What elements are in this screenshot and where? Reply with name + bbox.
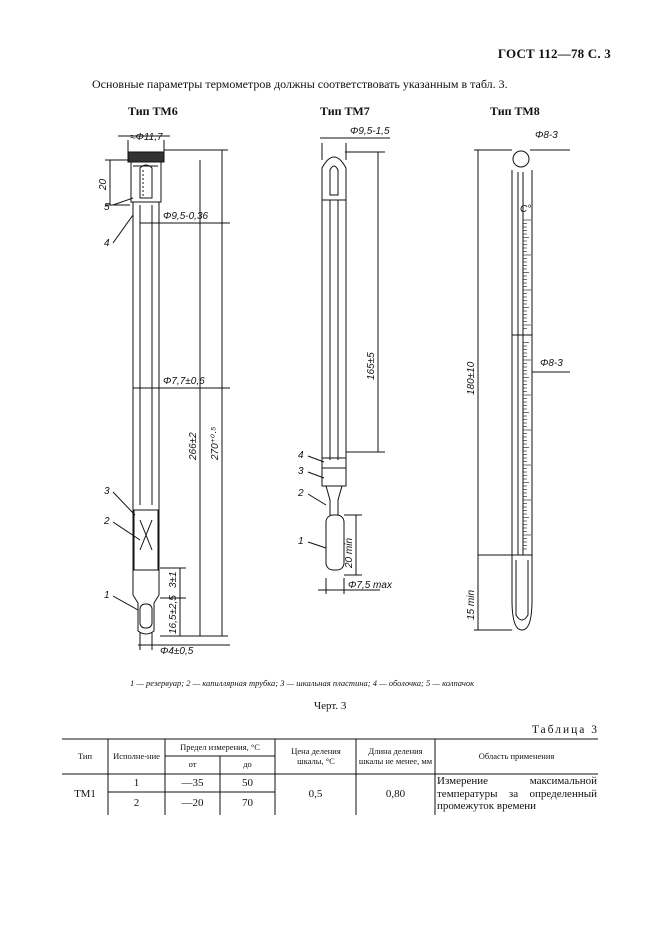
th-from: от (188, 759, 197, 770)
tm6-len1: 266±2 (188, 432, 199, 460)
cell-variant-1: 1 (133, 776, 140, 789)
th-length: Длина деления шкалы не менее, мм (358, 745, 433, 766)
tm8-h15: 15 min (466, 589, 477, 620)
tm6-dia2: Φ7,7±0,6 (163, 376, 205, 387)
tm6-top-dia: ≈Φ11,7 (130, 132, 163, 143)
figure-caption: 1 — резервуар; 2 — капиллярная трубка; 3 — шкальная пластина; 4 — оболочка; 5 — колпачок (130, 678, 475, 688)
tm7-part-3: 3 (298, 466, 304, 477)
cell-length: 0,80 (385, 788, 406, 801)
th-to: до (243, 759, 252, 770)
table-title: Таблица 3 (531, 724, 599, 736)
tm7-dia: Φ7,5 max (348, 580, 392, 591)
cell-from-1: —35 (181, 776, 204, 789)
tm6-h20: 20 (98, 178, 109, 190)
th-variant: Исполне-ние (113, 750, 160, 761)
tm6-part-3: 3 (104, 486, 110, 497)
tm6-part-4: 4 (104, 238, 110, 249)
type-label-tm6: Тип ТМ6 (128, 104, 178, 118)
tm8-unit: С° (520, 204, 532, 215)
tm6-len2: 270⁺⁰·⁵ (210, 426, 221, 460)
th-type: Тип (77, 750, 93, 761)
cell-type: ТМ1 (74, 788, 96, 801)
figure-label: Черт. 3 (314, 700, 347, 712)
tm7-len: 165±5 (366, 352, 377, 380)
cell-from-2: —20 (181, 797, 204, 810)
tm7-part-2: 2 (298, 488, 304, 499)
tm7-part-1: 1 (298, 536, 304, 547)
intro-paragraph: Основные параметры термометров должны соответствовать указанным в табл. 3. (92, 77, 508, 91)
tm6-dia1: Φ9,5-0,36 (163, 211, 209, 222)
th-area: Область применения (478, 750, 555, 761)
type-label-tm7: Тип ТМ7 (320, 104, 370, 118)
th-range: Предел измерения, °С (180, 741, 260, 752)
tm8-dia: Φ8-3 (540, 358, 563, 369)
cell-variant-2: 2 (133, 797, 140, 810)
tm6-part-1: 1 (104, 590, 110, 601)
cell-to-1: 50 (242, 776, 253, 789)
tm7-top-dia: Φ9,5-1,5 (350, 126, 390, 137)
cell-area: Измерение максимальной температуры за определенный промежуток времени (437, 775, 597, 813)
tm6-part-5: 5 (104, 202, 110, 213)
type-label-tm8: Тип ТМ8 (490, 104, 540, 118)
tm7-h20: 20 min (344, 537, 355, 568)
tm6-h16: 16,5±2,5 (168, 595, 179, 634)
page-header: ГОСТ 112—78 С. 3 (497, 46, 611, 61)
th-division: Цена деления шкалы, °С (291, 745, 341, 766)
tm6-dia3: Φ4±0,5 (160, 646, 194, 657)
tm6-part-2: 2 (104, 516, 110, 527)
tm6-h3: 3±1 (168, 571, 179, 588)
cell-to-2: 70 (242, 797, 253, 810)
tm7-part-4: 4 (298, 450, 304, 461)
tm8-top-dia: Φ8-3 (535, 130, 558, 141)
tm8-len: 180±10 (466, 361, 477, 395)
cell-division: 0,5 (308, 788, 323, 801)
